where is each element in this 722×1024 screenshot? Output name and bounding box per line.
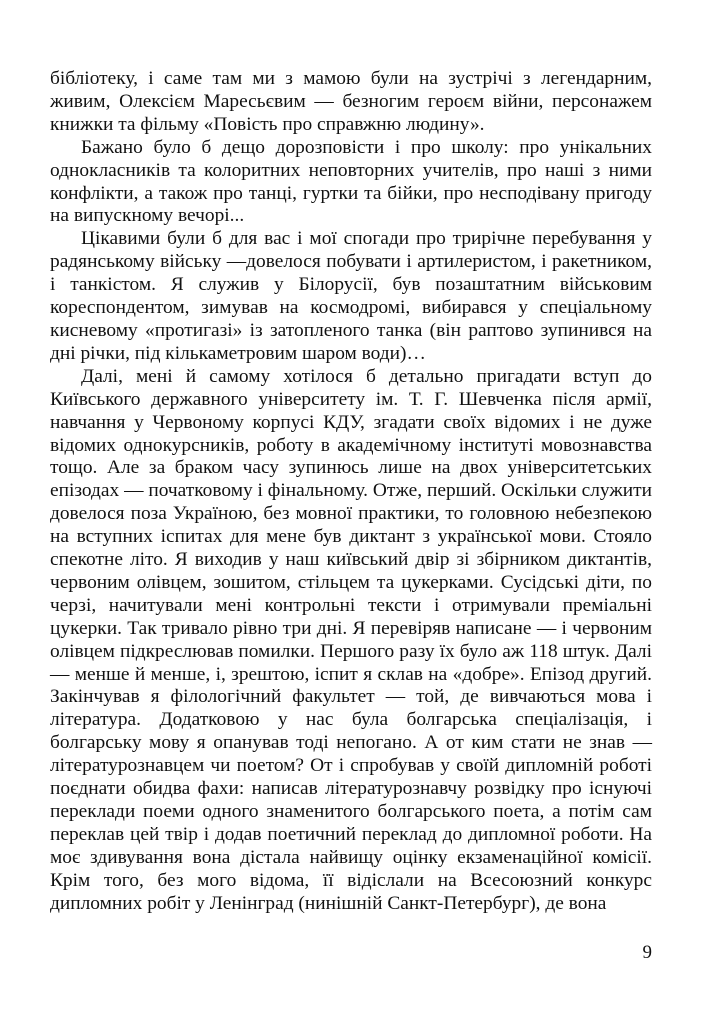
page-number: 9 xyxy=(642,942,652,963)
paragraph-continuation: бібліотеку, і саме там ми з мамою були на зустрічі з легендарним, живим, Олексієм Маресьєвим — безногим героєм війни, персонажем книжки та фільму «Повість про справжню людину». xyxy=(50,68,652,135)
paragraph-school: Бажано було б дещо дорозповісти і про школу: про унікальних однокласників та колоритних неповторних учителів, про наші з ними конфлікти, а також про танці, гуртки та бійки, про несподівану пригоду на випускному вечорі... xyxy=(50,136,652,227)
paragraph-army: Цікавими були б для вас і мої спогади про трирічне перебування у радянському війську —довелося побувати і артилеристом, і ракетником, і танкістом. Я служив у Білорусії, був позаштатним військовим кореспондентом, зимував на космодромі, вибирався у спеціальному кисневому «протигазі» із затопленого танка (він раптово зупинився на дні річки, під кількаметровим шаром води)… xyxy=(50,228,652,364)
paragraph-university: Далі, мені й самому хотілося б детально пригадати вступ до Київського державного університету ім. Т. Г. Шевченка після армії, навчання у Червоному корпусі КДУ, згадати своїх відомих і не дуже відомих однокурсників, роботу в академічному інституті мовознавства тощо. Але за браком часу зупинюсь лише на двох університетських епізодах — початковому і фінальному. Отже, перший. Оскільки служити довелося поза Україною, без мовної практики, то головною небезпекою на вступних іспитах для мене був диктант з української мови. Стояло спекотне літо. Я виходив у наш київський двір зі збірником диктантів, червоним олівцем, зошитом, стільцем та цукерками. Сусідські діти, по черзі, начитували мені контрольні тексти і отримували преміальні цукерки. Так тривало рівно три дні. Я перевіряв написане — і червоним олівцем підкреслював помилки. Першого разу їх було аж 118 штук. Далі — менше й менше, і, зрештою, іспит я склав на «добре». Епізод другий. Закінчував я філологічний факультет — той, де вивчаються мова і література. Додатковою у нас була болгарська спеціалізація, і болгарську мову я опанував тоді непогано. А от ким стати не знав — літературознавцем чи поетом? От і спробував у своїй дипломній роботі поєднати обидва фахи: написав літературознавчу розвідку про існуючі переклади поеми одного знаменитого болгарського поета, а потім сам переклав цей твір і додав поетичний переклад до дипломної роботи. На моє здивування вона дістала найвищу оцінку екзаменаційної комісії. Крім того, без мого відома, її відіслали на Всесоюзний конкурс дипломних робіт у Ленінград (нинішній Санкт-Петербург), де вона xyxy=(50,365,652,914)
page-body xyxy=(50,68,652,916)
